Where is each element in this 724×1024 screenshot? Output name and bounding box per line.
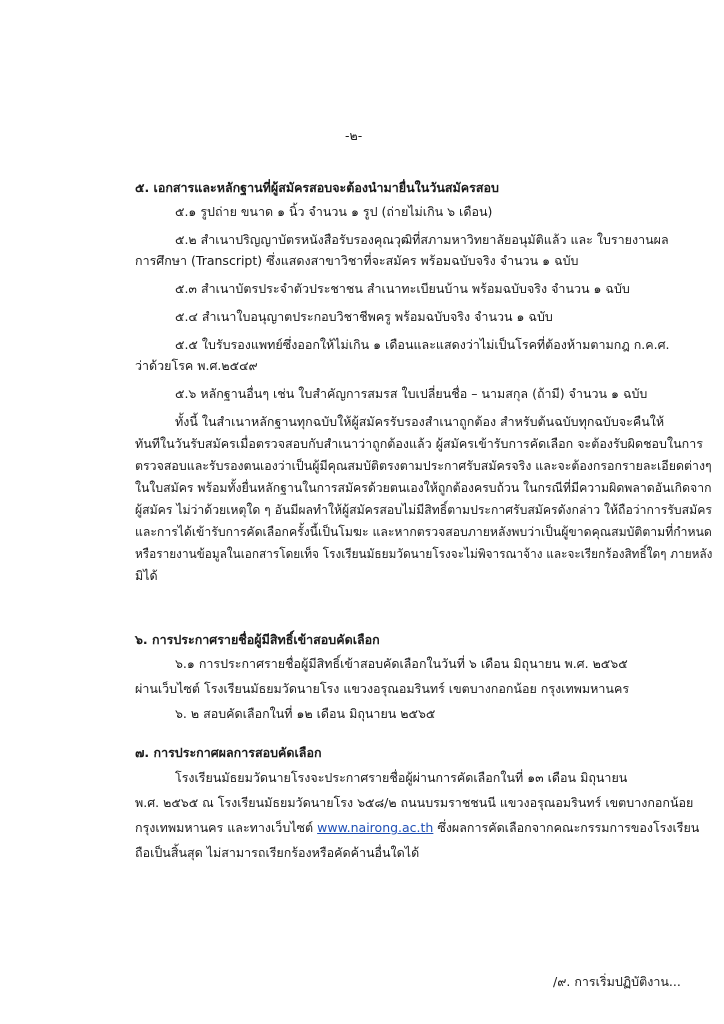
section5-item-continued: ว่าด้วยโรค พ.ศ.๒๕๔๙ [135, 358, 258, 373]
section5-item-continued: การศึกษา (Transcript) ซึ่งแสดงสาขาวิชาที่จะสมัคร พร้อมฉบับจริง จำนวน ๑ ฉบับ [135, 253, 579, 268]
page-number: -๒- [345, 128, 363, 143]
section5-item: ๕.๕ ใบรับรองแพทย์ซึ่งออกให้ไม่เกิน ๑ เดือนและแสดงว่าไม่เป็นโรคที่ต้องห้ามตามกฎ ก.ค.ศ. [175, 337, 670, 352]
section5-paragraph-line: และการได้เข้ารับการคัดเลือกครั้งนี้เป็นโมฆะ และหากตรวจสอบภายหลังพบว่าเป็นผู้ขาดคุณสมบัติตามที่กำหนด [135, 524, 712, 539]
section5-paragraph-line: หรือรายงานข้อมูลในเอกสารโดยเท็จ โรงเรียนมัธยมวัดนายโรงจะไม่พิจารณาจ้าง และจะเรียกร้องสิทธิ์ใดๆ ภายหลัง [135, 546, 713, 561]
section5-item: ๕.๖ หลักฐานอื่นๆ เช่น ใบสำคัญการสมรส ใบเปลี่ยนชื่อ – นามสกุล (ถ้ามี) จำนวน ๑ ฉบับ [175, 386, 648, 401]
section5-paragraph-line: ตรวจสอบและรับรองตนเองว่าเป็นผู้มีคุณสมบัติตรงตามประกาศรับสมัครจริง และจะต้องกรอกรายละเอียดต่างๆ [135, 458, 712, 473]
section6-heading: ๖. การประกาศรายชื่อผู้มีสิทธิ์เข้าสอบคัดเลือก [135, 632, 380, 647]
next-page-continuation: /๙. การเริ่มปฏิบัติงาน... [553, 974, 681, 989]
section5-paragraph-line: ทั้งนี้ ในสำเนาหลักฐานทุกฉบับให้ผู้สมัครรับรองสำเนาถูกต้อง สำหรับต้นฉบับทุกฉบับจะคืนให้ [175, 414, 665, 429]
section5-paragraph-line: มิได้ [135, 568, 158, 583]
section7-line3-text: กรุงเทพมหานคร และทางเว็บไซต์ [135, 820, 318, 835]
section7-heading: ๗. การประกาศผลการสอบคัดเลือก [135, 745, 322, 760]
section5-item: ๕.๑ รูปถ่าย ขนาด ๑ นิ้ว จำนวน ๑ รูป (ถ่ายไม่เกิน ๖ เดือน) [175, 204, 493, 219]
section5-paragraph-line: ผู้สมัคร ไม่ว่าด้วยเหตุใด ๆ อันมีผลทำให้ผู้สมัครสอบไม่มีสิทธิ์ตามประกาศรับสมัครดังกล่าว ให้ถือว่าการรับสมัคร [135, 502, 712, 517]
section6-line: ๖. ๒ สอบคัดเลือกในที่ ๑๒ เดือน มิถุนายน ๒๕๖๕ [175, 706, 436, 721]
section6-line: ๖.๑ การประกาศรายชื่อผู้มีสิทธิ์เข้าสอบคัดเลือกในวันที่ ๖ เดือน มิถุนายน พ.ศ. ๒๕๖๕ [175, 656, 628, 671]
section5-item: ๕.๒ สำเนาปริญญาบัตรหนังสือรับรองคุณวุฒิที่สภามหาวิทยาลัยอนุมัติแล้ว และ ใบรายงานผล [175, 232, 669, 247]
section6-line: ผ่านเว็บไซต์ โรงเรียนมัธยมวัดนายโรง แขวงอรุณอมรินทร์ เขตบางกอกน้อย กรุงเทพมหานคร [135, 681, 630, 696]
section5-item: ๕.๓ สำเนาบัตรประจำตัวประชาชน สำเนาทะเบียนบ้าน พร้อมฉบับจริง จำนวน ๑ ฉบับ [175, 281, 630, 296]
section7-line: ถือเป็นสิ้นสุด ไม่สามารถเรียกร้องหรือคัดค้านอื่นใดได้ [135, 845, 420, 860]
website-link[interactable]: www.nairong.ac.th [317, 820, 434, 835]
section5-paragraph-line: ทันทีในวันรับสมัครเมื่อตรวจสอบกับสำเนาว่าถูกต้องแล้ว ผู้สมัครเข้ารับการคัดเลือก จะต้องรับผิดชอบในการ [135, 436, 703, 451]
section7-line3-text: ซึ่งผลการคัดเลือกจากคณะกรรมการของโรงเรียน [433, 820, 700, 835]
section7-line [135, 818, 699, 838]
section5-heading: ๕. เอกสารและหลักฐานที่ผู้สมัครสอบจะต้องนำมายื่นในวันสมัครสอบ [135, 180, 499, 195]
section7-line: โรงเรียนมัธยมวัดนายโรงจะประกาศรายชื่อผู้ผ่านการคัดเลือกในที่ ๑๓ เดือน มิถุนายน [175, 770, 628, 785]
section5-paragraph-line: ในใบสมัคร พร้อมทั้งยื่นหลักฐานในการสมัครด้วยตนเองให้ถูกต้องครบถ้วน ในกรณีที่มีความผิดพลาดอันเกิดจาก [135, 480, 712, 495]
section7-line: พ.ศ. ๒๕๖๕ ณ โรงเรียนมัธยมวัดนายโรง ๖๕๘/๒ ถนนบรมราชชนนี แขวงอรุณอมรินทร์ เขตบางกอกน้อย [135, 795, 694, 810]
section5-item: ๕.๔ สำเนาใบอนุญาตประกอบวิชาชีพครู พร้อมฉบับจริง จำนวน ๑ ฉบับ [175, 309, 553, 324]
